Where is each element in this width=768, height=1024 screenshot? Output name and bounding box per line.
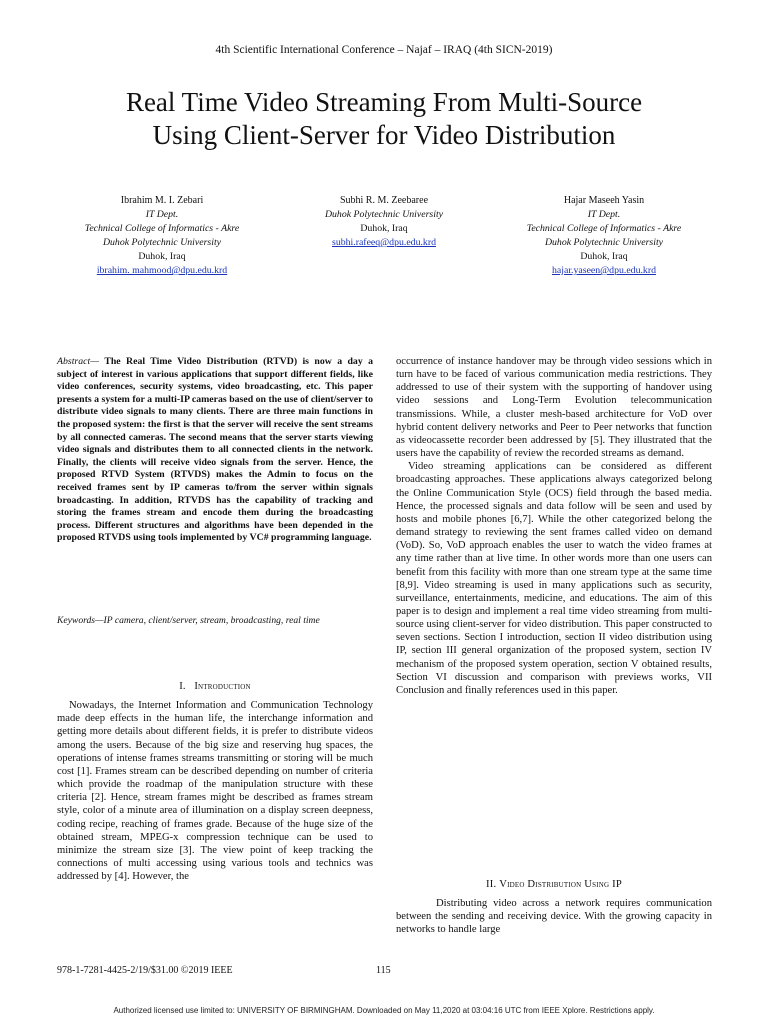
introduction-section	[57, 680, 373, 883]
author-location: Duhok, Iraq	[580, 251, 628, 262]
author-university: Duhok Polytechnic University	[324, 209, 444, 220]
section-heading-introduction	[57, 680, 373, 693]
section-number: I.	[179, 681, 186, 692]
page-number: 115	[376, 965, 391, 976]
author-3	[494, 194, 714, 278]
paragraph-continued: occurrence of instance handover may be through video sessions which in turn have to be faced of various communication media restrictions. They addressed to use of their system with the supporting of handover using video sessions and Long-Term Evolution telecommunication transmissions. While, a cluster mesh-based architecture for VoD over hybrid content delivery networks and Peer to Peer networks that function as videocassette recorder been addressed by [5]. They illustrated that the users have the capability of review the recorded streams as demand.	[396, 356, 712, 460]
section-number: II.	[486, 879, 497, 890]
title-line-2: Using Client-Server for Video Distribution	[152, 120, 616, 150]
paragraph-video-streaming: Video streaming applications can be considered as different broadcasting approaches. These applications always categorized belong the Online Communication Style (OCS) field through the based media. Hence, the processed signals and data follow will be seen and used by hosts and mobile phones [6,7]. While the other categorized belong the demand strategy to reviewing the sent frames called video on demand (VoD). So, VoD approach enables the user to watch the video frames at any time rather than at live time. In other words more than one users can benefit from this facility with more than one stream type at the same time [8,9]. Video streaming is used in many applications such as security, surveillance, entertainments, medicine, and educations. The aim of this paper is to design and implement a real time video streaming from multi-source using client-server for video distribution. This paper constructed to seven sections. Section I introduction, section II video distribution using IP, section III general organization of the proposed system, section IV mechanism of the proposed system operation, section V obtained results, Section VI discussion and comparison with previews works, VII Conclusion and finally references used in this paper.	[396, 461, 712, 696]
section-title: Introduction	[194, 681, 251, 692]
section-2-paragraph: Distributing video across a network requires communication between the sending and receiving device. With the growing capacity in networks to handle large	[396, 898, 712, 936]
author-college: Technical College of Informatics - Akre	[84, 223, 240, 234]
author-1	[52, 194, 272, 278]
abstract-text: The Real Time Video Distribution (RTVD) is now a day a subject of interest in various applications that support different fields, like video conferences, security systems, video broadcasting, etc. This paper presents a system for a multi-IP cameras based on the use of client/server to distribute video signals to many clients. There are three main functions in the proposed system: the first is that the server will receive the sent streams by all connected cameras. The second means that the server starts viewing video signals and distributes them to all connected clients in the network. Finally, the clients will receive video signals from the server. Hence, the proposed RTVD System (RTVDS) makes the Admin to focus on the received frames sent by IP cameras to/from the server within signals broadcasting. In addition, RTVDS has the capability of tracking and storing the frames stream and encode them during the broadcasting process. Different structures and algorithms have been depended in the proposed RTVDS using tools implemented by VC# programming language.	[57, 356, 373, 544]
conference-header: 4th Scientific International Conference – Najaf – IRAQ (4th SICN-2019)	[215, 44, 553, 56]
intro-paragraph: Nowadays, the Internet Information and Communication Technology made deep effects in the human life, the interchange information and getting more details about different fields, it is prefer to distribute videos among the users. Because of the big size and reserving hug spaces, the operations of intense frames streams transmitting or storing will be much cost [1]. Frames stream can be described depending on number of criteria which provide the roadmap of the manipulation structure with these criteria [2]. Hence, stream frames might be described as frames stream style, color of a minute area of illumination on a display screen deepness, coding recipe, reaching of frames grade. Because of the huge size of the obtained stream, MPEG-x compression technique can be used to minimize the stream size [3]. The view point of keep tracking the connections of multi accessing using various tools and technics was addressed by [4]. However, the	[57, 700, 373, 883]
author-name: Ibrahim M. I. Zebari	[120, 195, 204, 206]
author-university: Duhok Polytechnic University	[102, 237, 222, 248]
author-email[interactable]: subhi.rafeeq@dpu.edu.krd	[332, 237, 436, 248]
author-college: Technical College of Informatics - Akre	[526, 223, 682, 234]
section-2	[396, 878, 712, 937]
section-heading-video-distribution	[396, 878, 712, 891]
author-email[interactable]: hajar.yaseen@dpu.edu.krd	[552, 265, 656, 276]
keywords: Keywords—IP camera, client/server, stream, broadcasting, real time	[57, 615, 320, 626]
right-column-text	[396, 355, 712, 697]
abstract	[57, 356, 373, 545]
title-line-1: Real Time Video Streaming From Multi-Source	[125, 87, 643, 117]
section-title: Video Distribution Using IP	[499, 879, 622, 890]
author-name: Hajar Maseeh Yasin	[563, 195, 645, 206]
footer-isbn: 978-1-7281-4425-2/19/$31.00 ©2019 IEEE	[57, 965, 233, 976]
author-dept: IT Dept.	[145, 209, 179, 220]
author-name: Subhi R. M. Zeebaree	[339, 195, 429, 206]
author-location: Duhok, Iraq	[138, 251, 186, 262]
author-university: Duhok Polytechnic University	[544, 237, 664, 248]
abstract-label: Abstract—	[57, 356, 99, 367]
author-email[interactable]: ibrahim. mahmood@dpu.edu.krd	[96, 265, 228, 276]
authorized-use-notice: Authorized licensed use limited to: UNIVERSITY OF BIRMINGHAM. Downloaded on May 11,2020 at 03:04:16 UTC from IEEE Xplore. Restrictions apply.	[113, 1006, 655, 1015]
author-2	[274, 194, 494, 250]
author-location: Duhok, Iraq	[360, 223, 408, 234]
paper-title	[40, 86, 728, 152]
author-dept: IT Dept.	[587, 209, 621, 220]
